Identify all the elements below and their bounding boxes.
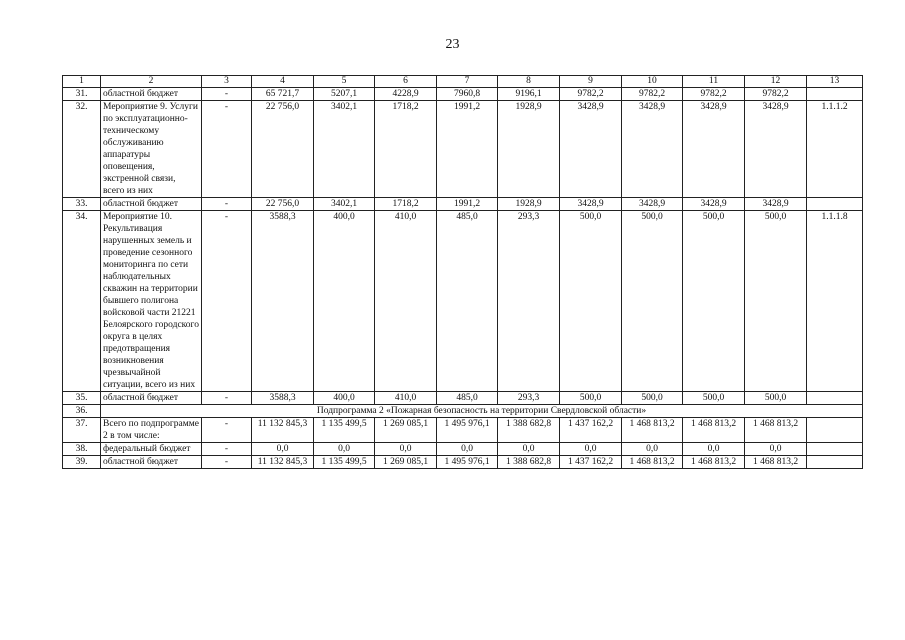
value-cell: 3428,9 (560, 101, 622, 198)
value-cell: 3428,9 (683, 198, 745, 211)
table-row (63, 456, 863, 469)
value-cell: 0,0 (437, 443, 498, 456)
subprogram-row (63, 405, 863, 418)
value-cell: 1 437 162,2 (560, 456, 622, 469)
value-cell: 1 437 162,2 (560, 418, 622, 443)
header-cell: 12 (745, 76, 807, 88)
value-cell: 400,0 (314, 392, 375, 405)
value-cell: 1 388 682,8 (498, 418, 560, 443)
row-col3: - (202, 456, 252, 469)
row-name: областной бюджет (101, 392, 202, 405)
value-cell: 500,0 (560, 211, 622, 392)
value-cell: 1 468 813,2 (683, 456, 745, 469)
row-code (807, 392, 863, 405)
value-cell: 7960,8 (437, 88, 498, 101)
row-number: 38. (63, 443, 101, 456)
table-row (63, 101, 863, 198)
row-col3: - (202, 88, 252, 101)
value-cell: 1 468 813,2 (622, 418, 683, 443)
row-name: областной бюджет (101, 88, 202, 101)
row-code (807, 456, 863, 469)
value-cell: 3428,9 (560, 198, 622, 211)
value-cell: 22 756,0 (252, 101, 314, 198)
table-row (63, 392, 863, 405)
row-name: федеральный бюджет (101, 443, 202, 456)
value-cell: 3588,3 (252, 392, 314, 405)
value-cell: 1991,2 (437, 198, 498, 211)
row-name: областной бюджет (101, 198, 202, 211)
row-col3: - (202, 198, 252, 211)
table-row (63, 198, 863, 211)
row-col3: - (202, 101, 252, 198)
value-cell: 500,0 (745, 392, 807, 405)
value-cell: 485,0 (437, 392, 498, 405)
page-number: 23 (445, 37, 460, 52)
header-row (63, 76, 863, 88)
value-cell: 3428,9 (745, 198, 807, 211)
row-name: Мероприятие 10. Рекультивация нарушенных земель и проведение сезонного мониторинга по сети наблюдательных скважин на территории бывшего полигона войсковой части 21221 Белоярского городского округа в целях предотвращения возникновения чрезвычайной ситуации, всего из них (101, 211, 202, 392)
value-cell: 11 132 845,3 (252, 418, 314, 443)
value-cell: 500,0 (683, 392, 745, 405)
row-code (807, 88, 863, 101)
header-cell: 4 (252, 76, 314, 88)
row-number: 37. (63, 418, 101, 443)
value-cell: 3402,1 (314, 101, 375, 198)
header-cell: 8 (498, 76, 560, 88)
row-code (807, 443, 863, 456)
header-cell: 3 (202, 76, 252, 88)
row-number: 33. (63, 198, 101, 211)
value-cell: 3428,9 (622, 101, 683, 198)
value-cell: 485,0 (437, 211, 498, 392)
value-cell: 1 135 499,5 (314, 418, 375, 443)
value-cell: 1 468 813,2 (622, 456, 683, 469)
value-cell: 410,0 (375, 392, 437, 405)
value-cell: 400,0 (314, 211, 375, 392)
value-cell: 0,0 (560, 443, 622, 456)
value-cell: 1928,9 (498, 198, 560, 211)
row-number: 32. (63, 101, 101, 198)
value-cell: 65 721,7 (252, 88, 314, 101)
value-cell: 3588,3 (252, 211, 314, 392)
header-cell: 10 (622, 76, 683, 88)
value-cell: 0,0 (622, 443, 683, 456)
value-cell: 9196,1 (498, 88, 560, 101)
row-name: Мероприятие 9. Услуги по эксплуатационно-техническому обслуживанию аппаратуры оповещения, экстренной связи, всего из них (101, 101, 202, 198)
value-cell: 0,0 (252, 443, 314, 456)
row-col3: - (202, 443, 252, 456)
table-row (63, 211, 863, 392)
value-cell: 0,0 (745, 443, 807, 456)
value-cell: 1 495 976,1 (437, 456, 498, 469)
value-cell: 9782,2 (622, 88, 683, 101)
value-cell: 1718,2 (375, 198, 437, 211)
row-number: 36. (63, 405, 101, 418)
value-cell: 1991,2 (437, 101, 498, 198)
value-cell: 1 135 499,5 (314, 456, 375, 469)
value-cell: 1928,9 (498, 101, 560, 198)
header-cell: 5 (314, 76, 375, 88)
value-cell: 410,0 (375, 211, 437, 392)
header-cell: 7 (437, 76, 498, 88)
value-cell: 1 468 813,2 (745, 418, 807, 443)
value-cell: 0,0 (375, 443, 437, 456)
value-cell: 500,0 (683, 211, 745, 392)
row-code (807, 198, 863, 211)
value-cell: 3402,1 (314, 198, 375, 211)
row-col3: - (202, 392, 252, 405)
value-cell: 293,3 (498, 392, 560, 405)
value-cell: 1 269 085,1 (375, 418, 437, 443)
value-cell: 1 269 085,1 (375, 456, 437, 469)
value-cell: 9782,2 (560, 88, 622, 101)
row-code (807, 418, 863, 443)
value-cell: 9782,2 (745, 88, 807, 101)
row-number: 39. (63, 456, 101, 469)
value-cell: 22 756,0 (252, 198, 314, 211)
header-cell: 6 (375, 76, 437, 88)
row-col3: - (202, 211, 252, 392)
value-cell: 0,0 (314, 443, 375, 456)
value-cell: 1 495 976,1 (437, 418, 498, 443)
value-cell: 1 468 813,2 (683, 418, 745, 443)
value-cell: 9782,2 (683, 88, 745, 101)
row-col3: - (202, 418, 252, 443)
value-cell: 4228,9 (375, 88, 437, 101)
value-cell: 11 132 845,3 (252, 456, 314, 469)
value-cell: 3428,9 (745, 101, 807, 198)
value-cell: 500,0 (622, 392, 683, 405)
row-name: областной бюджет (101, 456, 202, 469)
subprogram-title: Подпрограмма 2 «Пожарная безопасность на территории Свердловской области» (101, 405, 863, 418)
value-cell: 3428,9 (683, 101, 745, 198)
header-cell: 1 (63, 76, 101, 88)
value-cell: 0,0 (683, 443, 745, 456)
table-row (63, 418, 863, 443)
value-cell: 1 388 682,8 (498, 456, 560, 469)
value-cell: 500,0 (560, 392, 622, 405)
value-cell: 500,0 (622, 211, 683, 392)
value-cell: 293,3 (498, 211, 560, 392)
row-number: 35. (63, 392, 101, 405)
budget-table (62, 75, 863, 469)
value-cell: 1 468 813,2 (745, 456, 807, 469)
value-cell: 0,0 (498, 443, 560, 456)
row-code: 1.1.1.2 (807, 101, 863, 198)
table-row (63, 88, 863, 101)
value-cell: 5207,1 (314, 88, 375, 101)
row-number: 31. (63, 88, 101, 101)
header-cell: 13 (807, 76, 863, 88)
header-cell: 9 (560, 76, 622, 88)
value-cell: 3428,9 (622, 198, 683, 211)
row-number: 34. (63, 211, 101, 392)
row-code: 1.1.1.8 (807, 211, 863, 392)
header-cell: 2 (101, 76, 202, 88)
value-cell: 500,0 (745, 211, 807, 392)
table-row (63, 443, 863, 456)
row-name: Всего по подпрограмме 2 в том числе: (101, 418, 202, 443)
header-cell: 11 (683, 76, 745, 88)
value-cell: 1718,2 (375, 101, 437, 198)
